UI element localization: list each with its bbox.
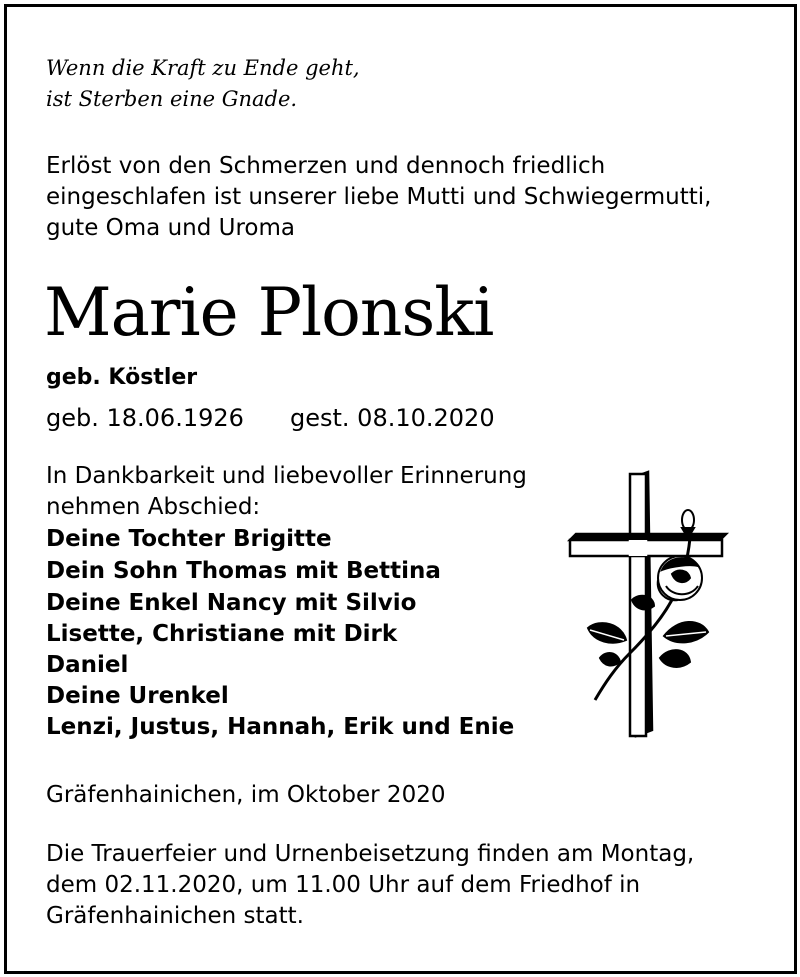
service-line-2: dem 02.11.2020, um 11.00 Uhr auf dem Friedhof in xyxy=(46,872,641,898)
birth-date: geb. 18.06.1926 xyxy=(46,404,244,432)
maiden-name: geb. Köstler xyxy=(46,365,198,390)
intro-line-2: eingeschlafen ist unserer liebe Mutti und Schwiegermutti, xyxy=(46,184,712,210)
place-date: Gräfenhainichen, im Oktober 2020 xyxy=(46,782,446,808)
deceased-name: Marie Plonski xyxy=(44,274,494,351)
service-line-1: Die Trauerfeier und Urnenbeisetzung finden am Montag, xyxy=(46,841,695,867)
mourner-line: Deine Tochter Brigitte xyxy=(46,526,332,552)
motto-line-2: ist Sterben eine Gnade. xyxy=(46,87,298,111)
farewell-line-2: nehmen Abschied: xyxy=(46,494,261,520)
mourner-line: Deine Urenkel xyxy=(46,683,229,709)
mourner-line: Daniel xyxy=(46,652,129,678)
mourner-line: Lisette, Christiane mit Dirk xyxy=(46,621,398,647)
mourner-line: Deine Enkel Nancy mit Silvio xyxy=(46,590,417,616)
intro-line-1: Erlöst von den Schmerzen und dennoch friedlich xyxy=(46,153,606,179)
cross-with-rose-icon xyxy=(560,468,730,738)
mourner-line: Dein Sohn Thomas mit Bettina xyxy=(46,558,441,584)
mourner-line: Lenzi, Justus, Hannah, Erik und Enie xyxy=(46,714,515,740)
death-date: gest. 08.10.2020 xyxy=(290,404,495,432)
service-line-3: Gräfenhainichen statt. xyxy=(46,903,304,929)
motto-line-1: Wenn die Kraft zu Ende geht, xyxy=(46,56,360,80)
intro-line-3: gute Oma und Uroma xyxy=(46,215,295,241)
farewell-line-1: In Dankbarkeit und liebevoller Erinnerung xyxy=(46,463,527,489)
